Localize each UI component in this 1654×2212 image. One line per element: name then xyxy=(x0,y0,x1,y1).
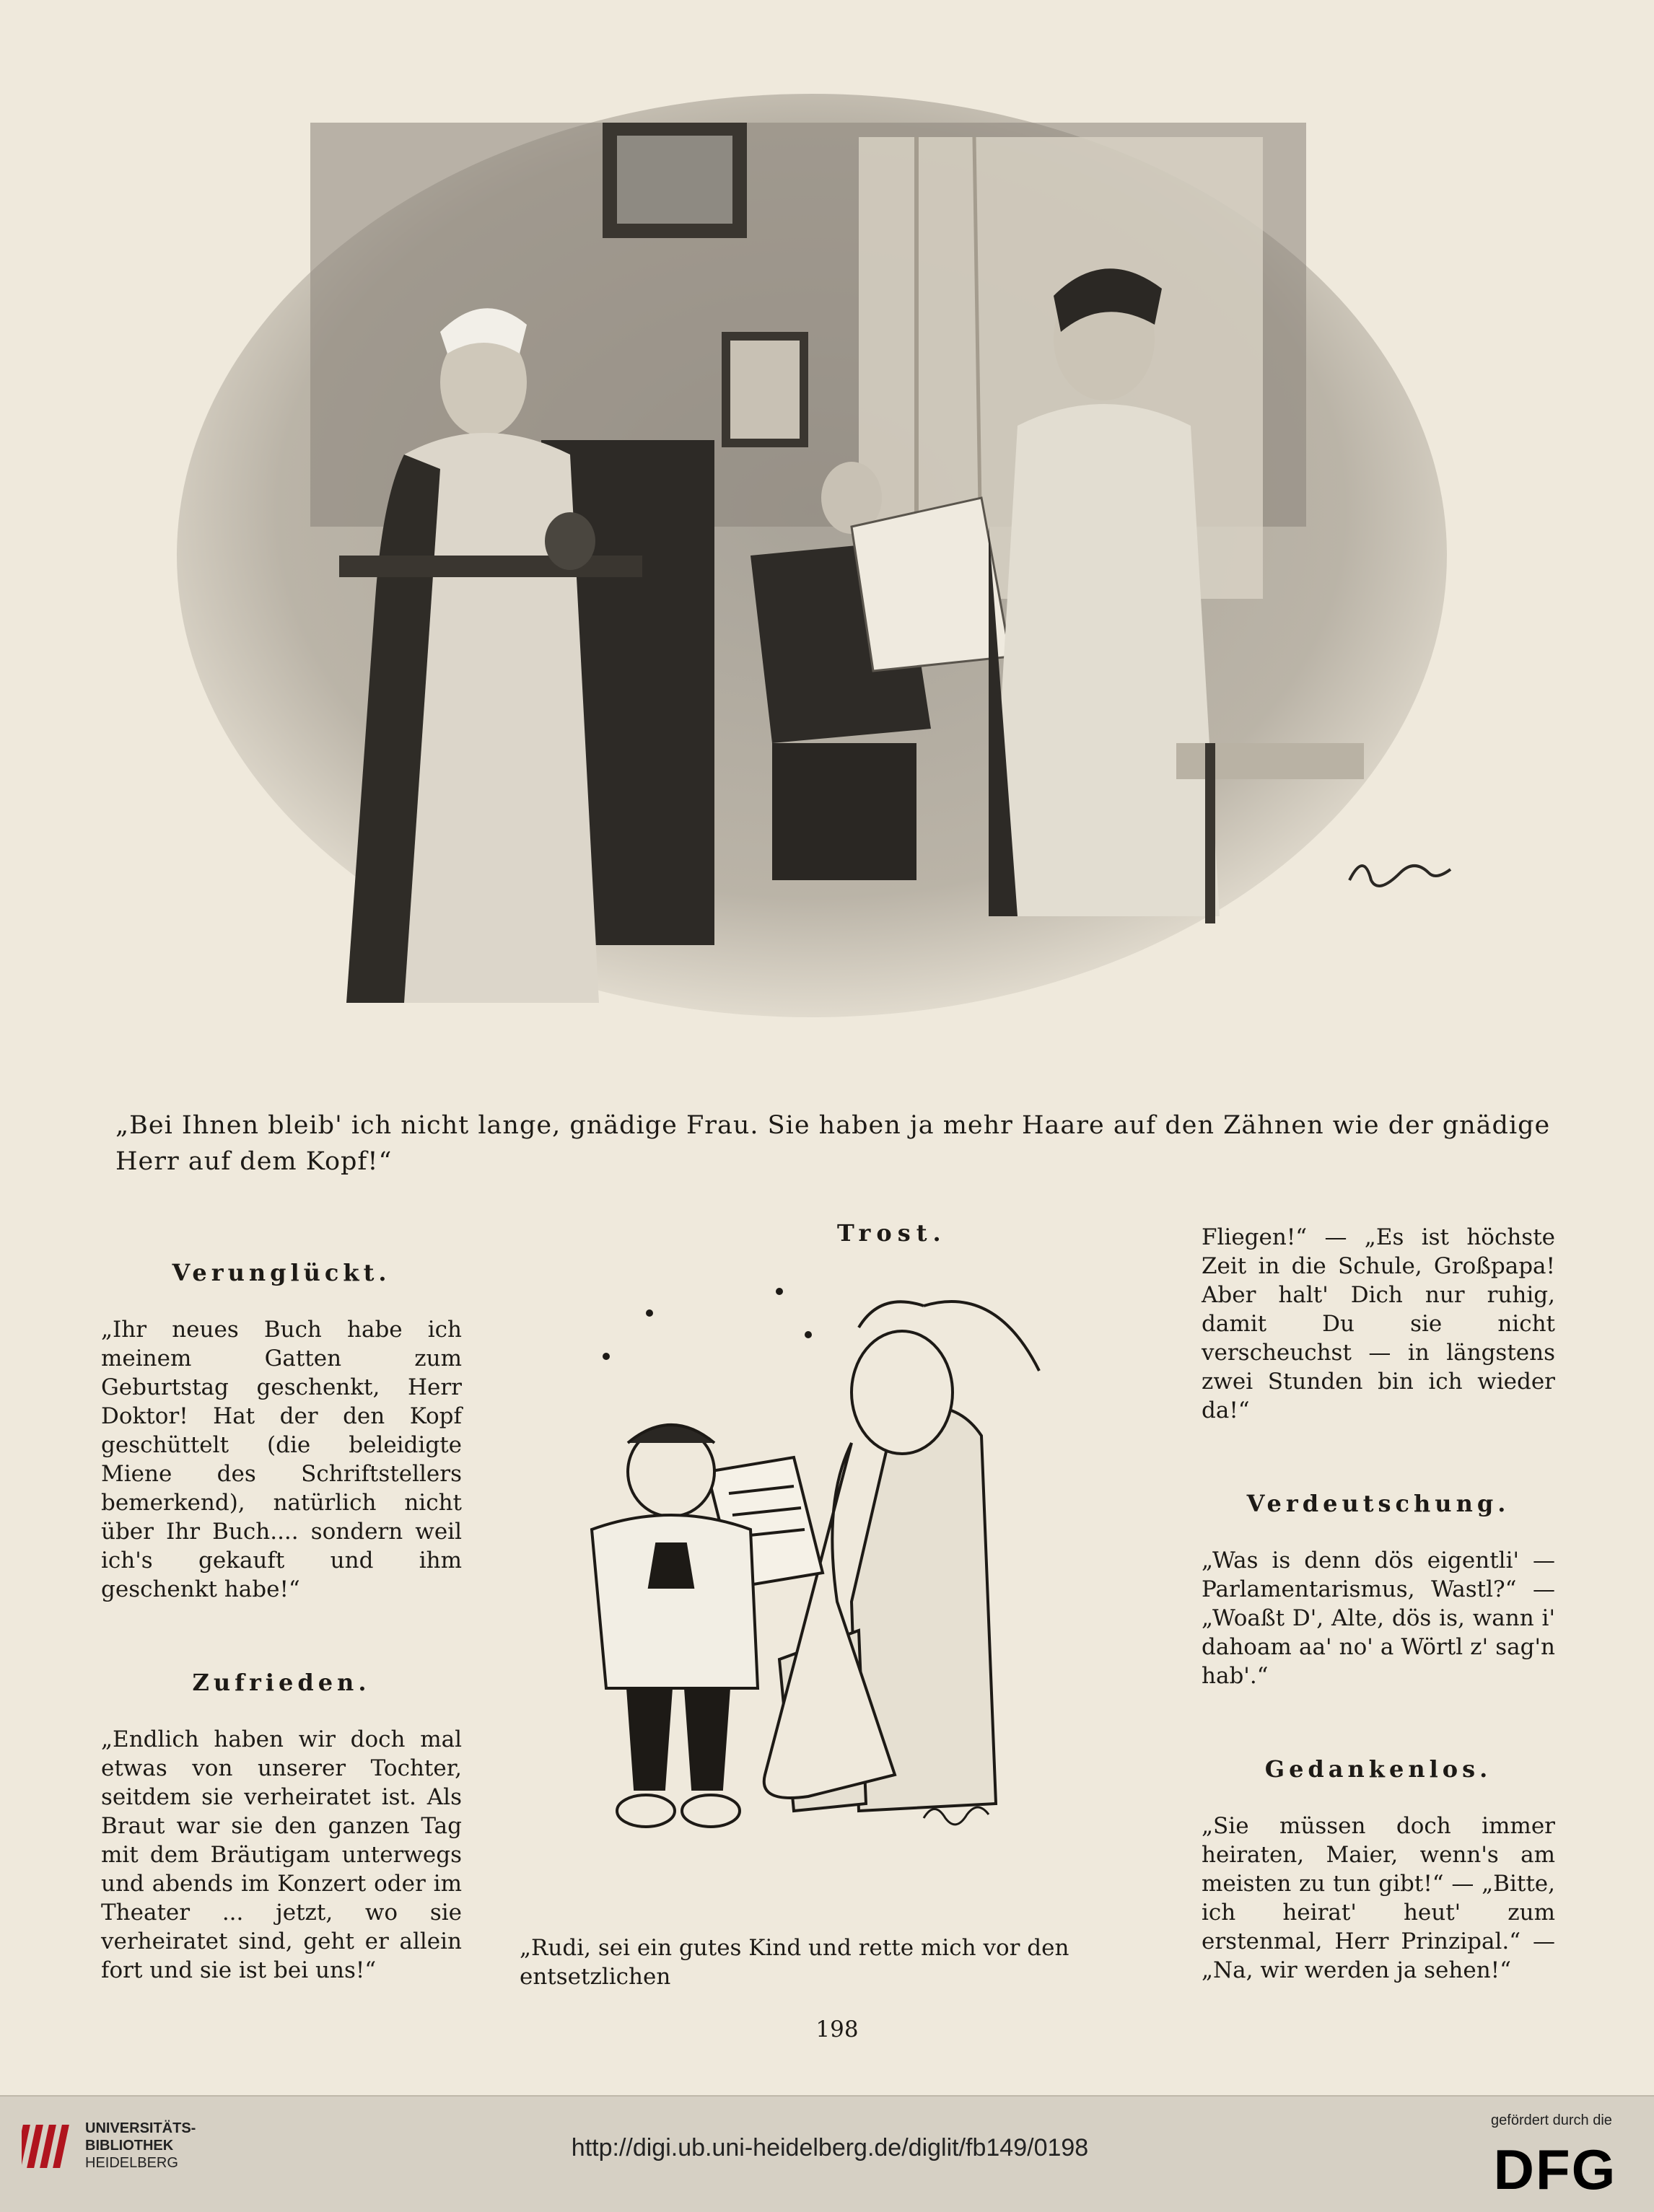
digital-library-url[interactable]: http://digi.ub.uni-heidelberg.de/diglit/fb149/0198 xyxy=(571,2134,1089,2161)
continuation-text: Fliegen!“ — „Es ist höchste Zeit in die Schule, Großpapa! Aber halt' Dich nur ruhig, damit Du sie nicht verscheuchst — in längstens zwei Stunden bin ich wieder da!“ xyxy=(1202,1224,1555,1423)
article-title: Verdeutschung. xyxy=(1246,1490,1510,1517)
dfg-logo[interactable]: DFG xyxy=(1493,2138,1617,2201)
page-number: 198 xyxy=(815,2016,859,2042)
article-verungluckt xyxy=(101,1259,462,1604)
article-text: „Endlich haben wir doch mal etwas von unserer Tochter, seitdem sie verheiratet ist. Als Braut war sie den ganzen Tag mit dem Bräutigam unterwegs und abends im Konzert oder im Theater ... jetzt, wo sie verheiratet sind, geht er allein fort und sie ist bei uns!“ xyxy=(101,1726,462,1983)
cartoon-title: Trost. xyxy=(837,1219,947,1247)
right-column xyxy=(1202,1223,1555,2050)
article-zufrieden xyxy=(101,1669,462,1985)
library-line-2: BIBLIOTHEK xyxy=(85,2138,174,2154)
cartoon-illustration xyxy=(520,1226,1162,1890)
article-verdeutschung xyxy=(1202,1490,1555,1690)
funding-label: gefördert durch die xyxy=(1491,2112,1612,2128)
main-illustration-caption: „Bei Ihnen bleib' ich nicht lange, gnädige Frau. Sie haben ja mehr Haare auf den Zähnen wie der gnädige Herr auf dem Kopf!“ xyxy=(115,1111,1551,1176)
article-title: Verunglückt. xyxy=(172,1259,391,1286)
article-text: „Was is denn dös eigentli' — Parlamentarismus, Wastl?“ — „Woaßt D', Alte, dös is, wann i' dahoam aa' no' a Wörtl z' sag'n hab'.“ xyxy=(1202,1548,1555,1689)
university-library-logo-icon[interactable] xyxy=(22,2117,79,2175)
article-text: „Ihr neues Buch habe ich meinem Gatten zum Geburtstag geschenkt, Herr Doktor! Hat der den Kopf geschüttelt (die beleidigte Miene des Schriftstellers bemerkend), natürlich nicht über Ihr Buch.... sondern weil ich's gekauft und ihm geschenkt habe!“ xyxy=(101,1317,462,1602)
library-line-3: HEIDELBERG xyxy=(85,2155,178,2171)
article-title: Zufrieden. xyxy=(192,1669,371,1696)
university-library-name[interactable] xyxy=(85,2120,196,2172)
cartoon-caption-continuation xyxy=(1202,1223,1555,1425)
main-illustration xyxy=(166,94,1458,1075)
article-gedankenlos xyxy=(1202,1755,1555,1985)
library-line-1: UNIVERSITÄTS- xyxy=(85,2120,196,2136)
left-column xyxy=(101,1259,462,2050)
article-text: „Sie müssen doch immer heiraten, Maier, wenn's am meisten zu tun gibt!“ — „Bitte, ich heirat' heut' zum erstenmal, Herr Prinzipal.“ — „Na, wir werden ja sehen!“ xyxy=(1202,1813,1555,1983)
article-title: Gedankenlos. xyxy=(1264,1755,1492,1783)
cartoon-caption: „Rudi, sei ein gutes Kind und rette mich vor den entsetzlichen xyxy=(520,1935,1069,1990)
